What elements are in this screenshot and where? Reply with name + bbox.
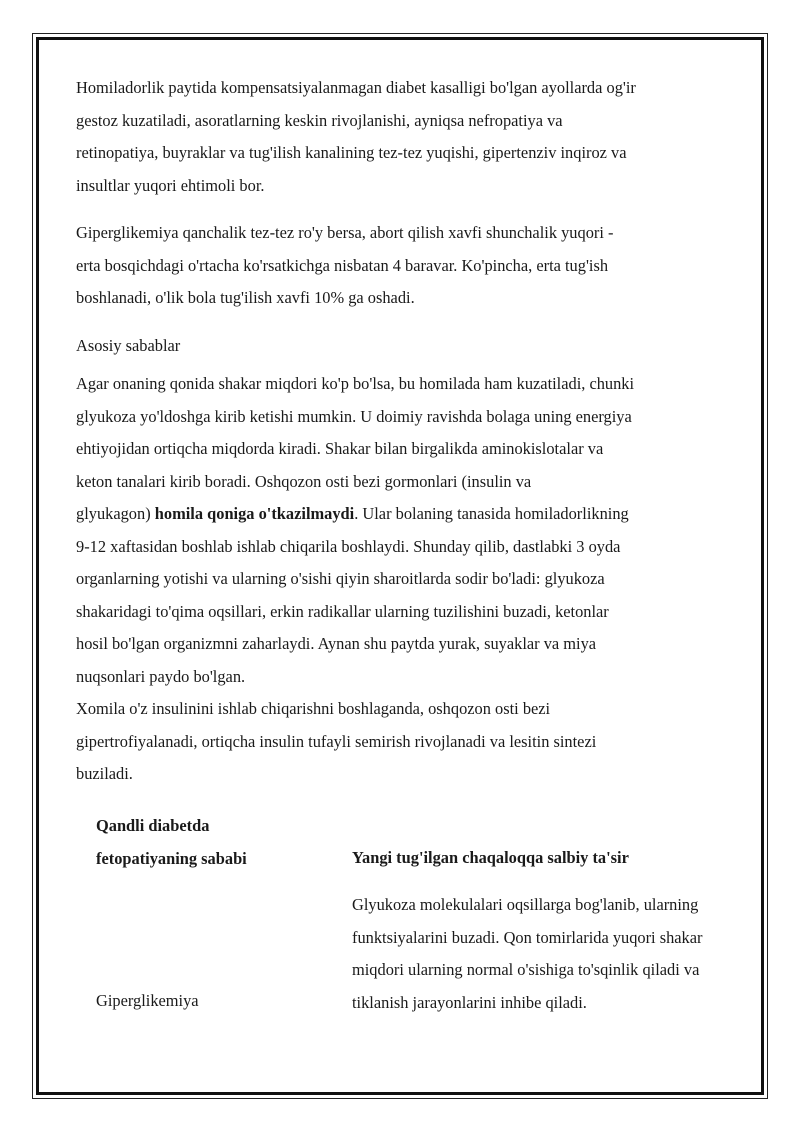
cell-line: miqdori ularning normal o'sishiga to'sqinlik qiladi va bbox=[352, 960, 700, 979]
text-fragment: . Ular bolaning tanasida homiladorlikning bbox=[354, 504, 629, 523]
cell-line: Glyukoza molekulalari oqsillarga bog'lanib, ularning bbox=[352, 895, 699, 914]
header-line: Qandli diabetda bbox=[96, 816, 210, 835]
text-fragment: glyukagon) bbox=[76, 504, 155, 523]
text-line: 9-12 xaftasidan boshlab ishlab chiqarila boshlaydi. Shunday qilib, dastlabki 3 oyda bbox=[76, 536, 621, 556]
paragraph-hyperglycemia-risk bbox=[76, 217, 736, 315]
header-line: fetopatiyaning sababi bbox=[96, 848, 247, 868]
text-line: hosil bo'lgan organizmni zaharlaydi. Aynan shu paytda yurak, suyaklar va miya bbox=[76, 634, 597, 653]
text-line: Agar onaning qonida shakar miqdori ko'p bo'lsa, bu homilada ham kuzatiladi, chunki bbox=[76, 374, 635, 393]
table-cell-effect bbox=[352, 889, 772, 1019]
cell-line: tiklanish jarayonlarini inhibe qiladi. bbox=[352, 992, 587, 1012]
text-line-mixed bbox=[76, 498, 736, 531]
text-line: erta bosqichdagi o'rtacha ko'rsatkichga nisbatan 4 baravar. Ko'pincha, erta tug'ish bbox=[76, 255, 609, 275]
text-line: Homiladorlik paytida kompensatsiyalanmagan diabet kasalligi bo'lgan ayollarda og'ir bbox=[76, 78, 636, 97]
paragraph-gestosis bbox=[76, 72, 736, 202]
text-line: boshlanadi, o'lik bola tug'ilish xavfi 10% ga oshadi. bbox=[76, 288, 415, 307]
text-line: nuqsonlari paydo bo'lgan. bbox=[76, 666, 246, 686]
cell-line: funktsiyalarini buzadi. Qon tomirlarida yuqori shakar bbox=[352, 927, 703, 947]
paragraph-main-causes bbox=[76, 368, 736, 693]
text-line: retinopatiya, buyraklar va tug'ilish kanalining tez-tez yuqishi, gipertenziv inqiroz va bbox=[76, 143, 627, 162]
text-line: gipertrofiyalanadi, ortiqcha insulin tufayli semirish rivojlanadi va lesitin sintezi bbox=[76, 731, 597, 751]
text-line: Xomila o'z insulinini ishlab chiqarishni boshlaganda, oshqozon osti bezi bbox=[76, 699, 551, 718]
text-line: keton tanalari kirib boradi. Oshqozon osti bezi gormonlari (insulin va bbox=[76, 471, 532, 491]
text-line: organlarning yotishi va ularning o'sishi qiyin sharoitlarda sodir bo'ladi: glyukoza bbox=[76, 569, 605, 588]
document-body bbox=[76, 72, 736, 791]
section-heading: Asosiy sabablar bbox=[76, 335, 181, 355]
paragraph-fetal-insulin bbox=[76, 693, 736, 791]
text-line: buziladi. bbox=[76, 764, 133, 783]
text-line: insultlar yuqori ehtimoli bor. bbox=[76, 175, 265, 195]
text-line: glyukoza yo'ldoshga kirib ketishi mumkin. U doimiy ravishda bolaga uning energiya bbox=[76, 406, 632, 426]
text-line: Giperglikemiya qanchalik tez-tez ro'y bersa, abort qilish xavfi shunchalik yuqori - bbox=[76, 223, 614, 242]
text-line: ehtiyojidan ortiqcha miqdorda kiradi. Shakar bilan birgalikda aminokislotalar va bbox=[76, 439, 604, 458]
table-header-cause bbox=[96, 810, 346, 875]
text-line: shakaridagi to'qima oqsillari, erkin radikallar ularning tuzilishini buzadi, ketonlar bbox=[76, 601, 609, 621]
table-cell-cause: Giperglikemiya bbox=[96, 991, 199, 1010]
bold-emphasis: homila qoniga o'tkazilmaydi bbox=[154, 504, 355, 523]
text-line: gestoz kuzatiladi, asoratlarning keskin rivojlanishi, ayniqsa nefropatiya va bbox=[76, 110, 563, 130]
table-header-effect: Yangi tug'ilgan chaqaloqqa salbiy ta'sir bbox=[352, 848, 629, 867]
